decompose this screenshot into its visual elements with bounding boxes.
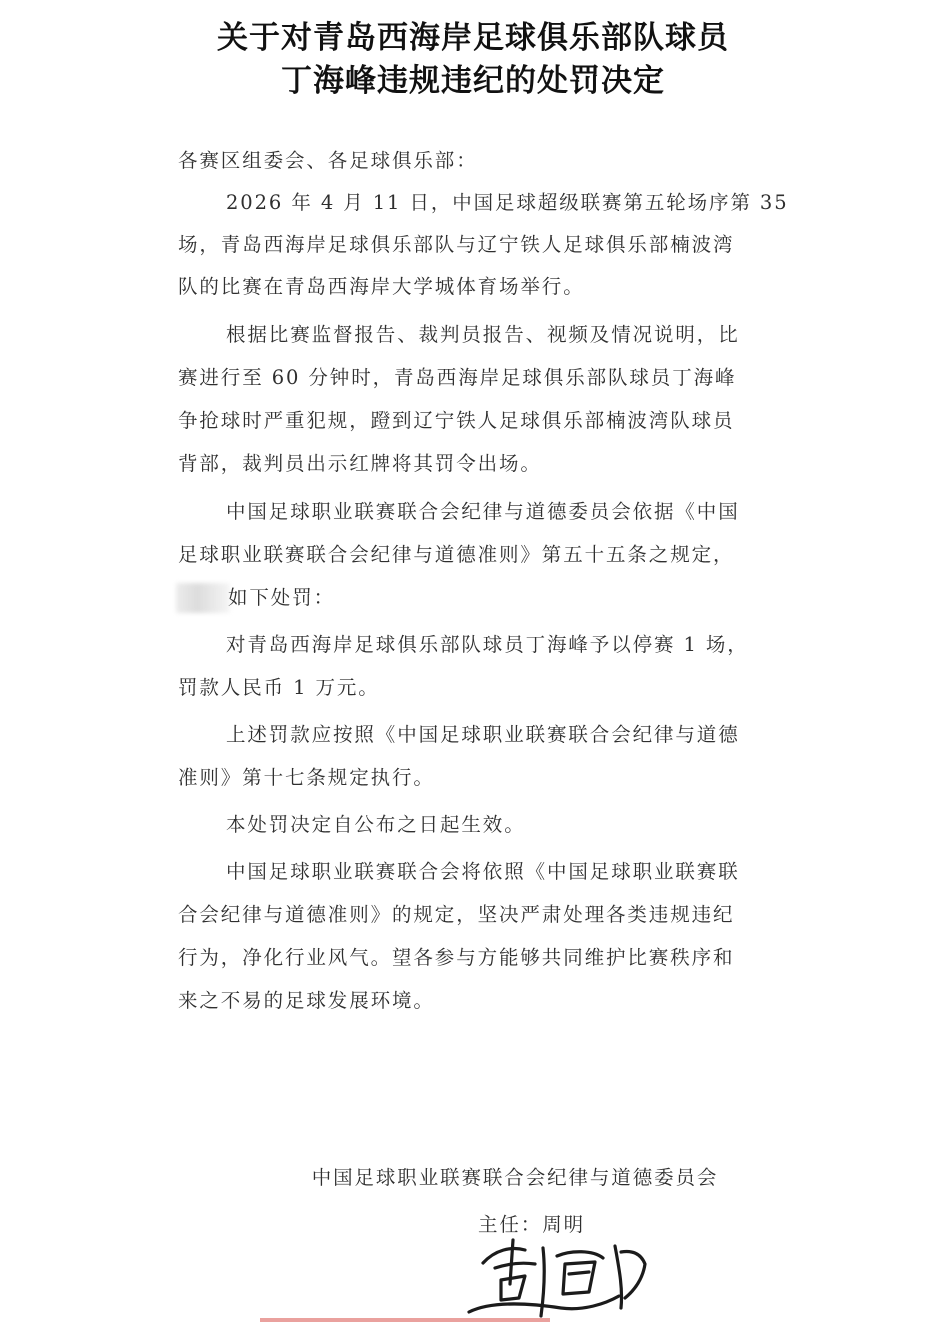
salutation: 各赛区组委会、各足球俱乐部： (178, 149, 478, 172)
signing-organization: 中国足球职业联赛联合会纪律与道德委员会 (311, 1166, 719, 1189)
paragraph-5-line-1: 上述罚款应按照《中国足球职业联赛联合会纪律与道德 (226, 723, 740, 746)
paragraph-1-line-2: 场，青岛西海岸足球俱乐部队与辽宁铁人足球俱乐部楠波湾 (178, 233, 735, 256)
paragraph-2-line-2: 赛进行至 60 分钟时，青岛西海岸足球俱乐部队球员丁海峰 (178, 366, 737, 389)
paragraph-5-line-2: 准则》第十七条规定执行。 (178, 766, 435, 789)
chair-name: 主任：周明 (478, 1213, 586, 1236)
paragraph-4-line-1: 对青岛西海岸足球俱乐部队球员丁海峰予以停赛 1 场， (226, 633, 749, 656)
paragraph-3-line-2: 足球职业联赛联合会纪律与道德准则》第五十五条之规定， (178, 543, 735, 566)
paragraph-7-line-4: 来之不易的足球发展环境。 (178, 989, 435, 1012)
document-title-line-1: 关于对青岛西海岸足球俱乐部队球员 (217, 20, 729, 56)
paragraph-1-line-3: 队的比赛在青岛西海岸大学城体育场举行。 (178, 275, 585, 298)
seal-edge (260, 1318, 550, 1322)
paragraph-2-line-3: 争抢球时严重犯规，蹬到辽宁铁人足球俱乐部楠波湾队球员 (178, 409, 735, 432)
paragraph-3-line-3: 如下处罚： (228, 586, 336, 609)
paragraph-1-line-1: 2026 年 4 月 11 日，中国足球超级联赛第五轮场序第 35 (226, 191, 789, 214)
paragraph-6-line-1: 本处罚决定自公布之日起生效。 (226, 813, 526, 836)
document-title-line-2: 丁海峰违规违纪的处罚决定 (281, 63, 665, 99)
paragraph-7-line-2: 合会纪律与道德准则》的规定，坚决严肃处理各类违规违纪 (178, 903, 735, 926)
paragraph-7-line-1: 中国足球职业联赛联合会将依照《中国足球职业联赛联 (226, 860, 740, 883)
handwritten-signature (465, 1238, 655, 1322)
paragraph-7-line-3: 行为，净化行业风气。望各参与方能够共同维护比赛秩序和 (178, 946, 735, 969)
paragraph-3-line-1: 中国足球职业联赛联合会纪律与道德委员会依据《中国 (226, 500, 740, 523)
blurred-text-region (176, 583, 230, 613)
paragraph-2-line-1: 根据比赛监督报告、裁判员报告、视频及情况说明，比 (226, 323, 740, 346)
paragraph-4-line-2: 罚款人民币 1 万元。 (178, 676, 380, 699)
paragraph-2-line-4: 背部，裁判员出示红牌将其罚令出场。 (178, 452, 542, 475)
